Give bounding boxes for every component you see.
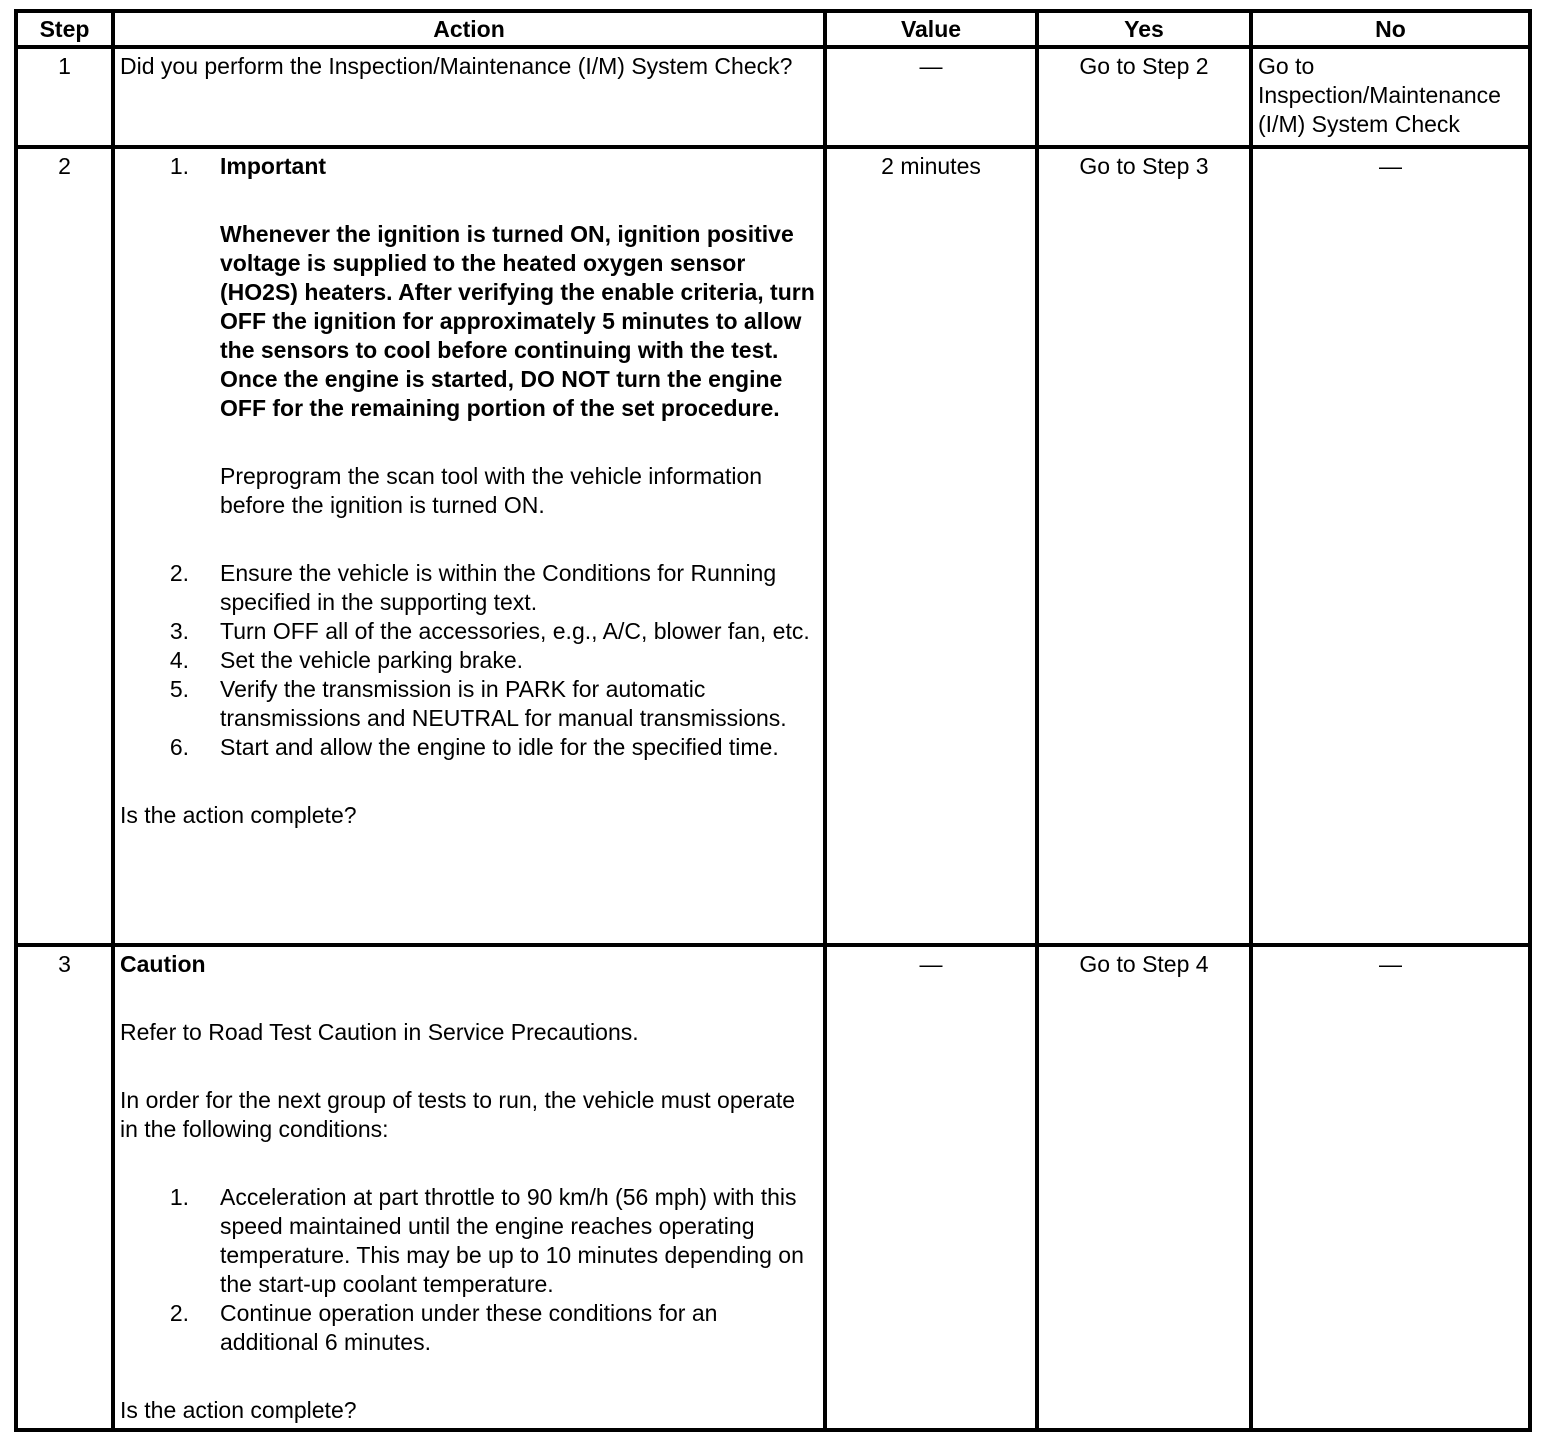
yes-cell: Go to Step 4 (1037, 945, 1251, 1430)
table-row (16, 47, 1530, 147)
header-value: Value (825, 11, 1037, 47)
header-yes: Yes (1037, 11, 1251, 47)
important-heading: Important (220, 153, 327, 179)
list-item (120, 733, 818, 762)
value-cell: — (825, 945, 1037, 1430)
item-number: 5. (169, 676, 189, 702)
item-text: Preprogram the scan tool with the vehicle information before the ignition is turned ON. (220, 463, 763, 518)
list-item (120, 646, 818, 675)
list-item (120, 152, 818, 559)
item-number: 1. (169, 1184, 189, 1210)
value-cell: 2 minutes (825, 147, 1037, 945)
no-line: Inspection/Maintenance (1258, 82, 1501, 108)
no-line: (I/M) System Check (1258, 111, 1460, 137)
conditions-intro: In order for the next group of tests to run, the vehicle must operate in the following conditions: (120, 1087, 796, 1142)
item-number: 1. (169, 153, 189, 179)
procedure-list (120, 152, 818, 762)
action-question: Is the action complete? (120, 1397, 357, 1423)
value-cell: — (825, 47, 1037, 147)
action-cell (113, 945, 825, 1430)
no-line: Go to (1258, 53, 1315, 79)
action-cell (113, 147, 825, 945)
header-no: No (1251, 11, 1530, 47)
list-item (120, 1299, 818, 1357)
caution-text: Refer to Road Test Caution in Service Precautions. (120, 1019, 639, 1045)
action-question: Is the action complete? (120, 802, 357, 828)
item-body (220, 152, 818, 559)
item-text: Ensure the vehicle is within the Conditions for Running specified in the supporting text. (220, 560, 777, 615)
conditions-list (120, 1183, 818, 1357)
item-text: Turn OFF all of the accessories, e.g., A/C, blower fan, etc. (220, 618, 810, 644)
list-item (120, 675, 818, 733)
table-row (16, 147, 1530, 945)
no-cell (1251, 47, 1530, 147)
item-number: 2. (169, 1300, 189, 1326)
no-cell: — (1251, 945, 1530, 1430)
step-number: 1 (16, 47, 113, 147)
item-text: Continue operation under these conditions for an additional 6 minutes. (220, 1300, 718, 1355)
table-row (16, 945, 1530, 1430)
important-note: Whenever the ignition is turned ON, ignition positive voltage is supplied to the heated oxygen sensor (HO2S) heaters. After verifying the enable criteria, turn OFF the ignition for approximately 5 minutes to allow the sensors to cool before continuing with the test. Once the engine is started, DO NOT turn the engine OFF for the remaining portion of the set procedure. (220, 221, 815, 421)
list-item (120, 1183, 818, 1299)
header-action: Action (113, 11, 825, 47)
item-number: 4. (169, 647, 189, 673)
item-text: Verify the transmission is in PARK for automatic transmissions and NEUTRAL for manual transmissions. (220, 676, 787, 731)
item-text: Acceleration at part throttle to 90 km/h (56 mph) with this speed maintained until the engine reaches operating temperature. This may be up to 10 minutes depending on the start-up coolant temperature. (220, 1184, 804, 1297)
item-number: 6. (169, 734, 189, 760)
action-text: Did you perform the Inspection/Maintenance (I/M) System Check? (113, 47, 825, 147)
list-item (120, 617, 818, 646)
step-number: 3 (16, 945, 113, 1430)
step-number: 2 (16, 147, 113, 945)
header-step: Step (16, 11, 113, 47)
diagnostic-table (14, 9, 1532, 1432)
yes-cell: Go to Step 2 (1037, 47, 1251, 147)
caution-heading: Caution (120, 951, 206, 977)
item-text: Start and allow the engine to idle for the specified time. (220, 734, 779, 760)
header-row (16, 11, 1530, 47)
item-text: Set the vehicle parking brake. (220, 647, 524, 673)
yes-cell: Go to Step 3 (1037, 147, 1251, 945)
list-item (120, 559, 818, 617)
no-cell: — (1251, 147, 1530, 945)
item-number: 2. (169, 560, 189, 586)
item-number: 3. (169, 618, 189, 644)
